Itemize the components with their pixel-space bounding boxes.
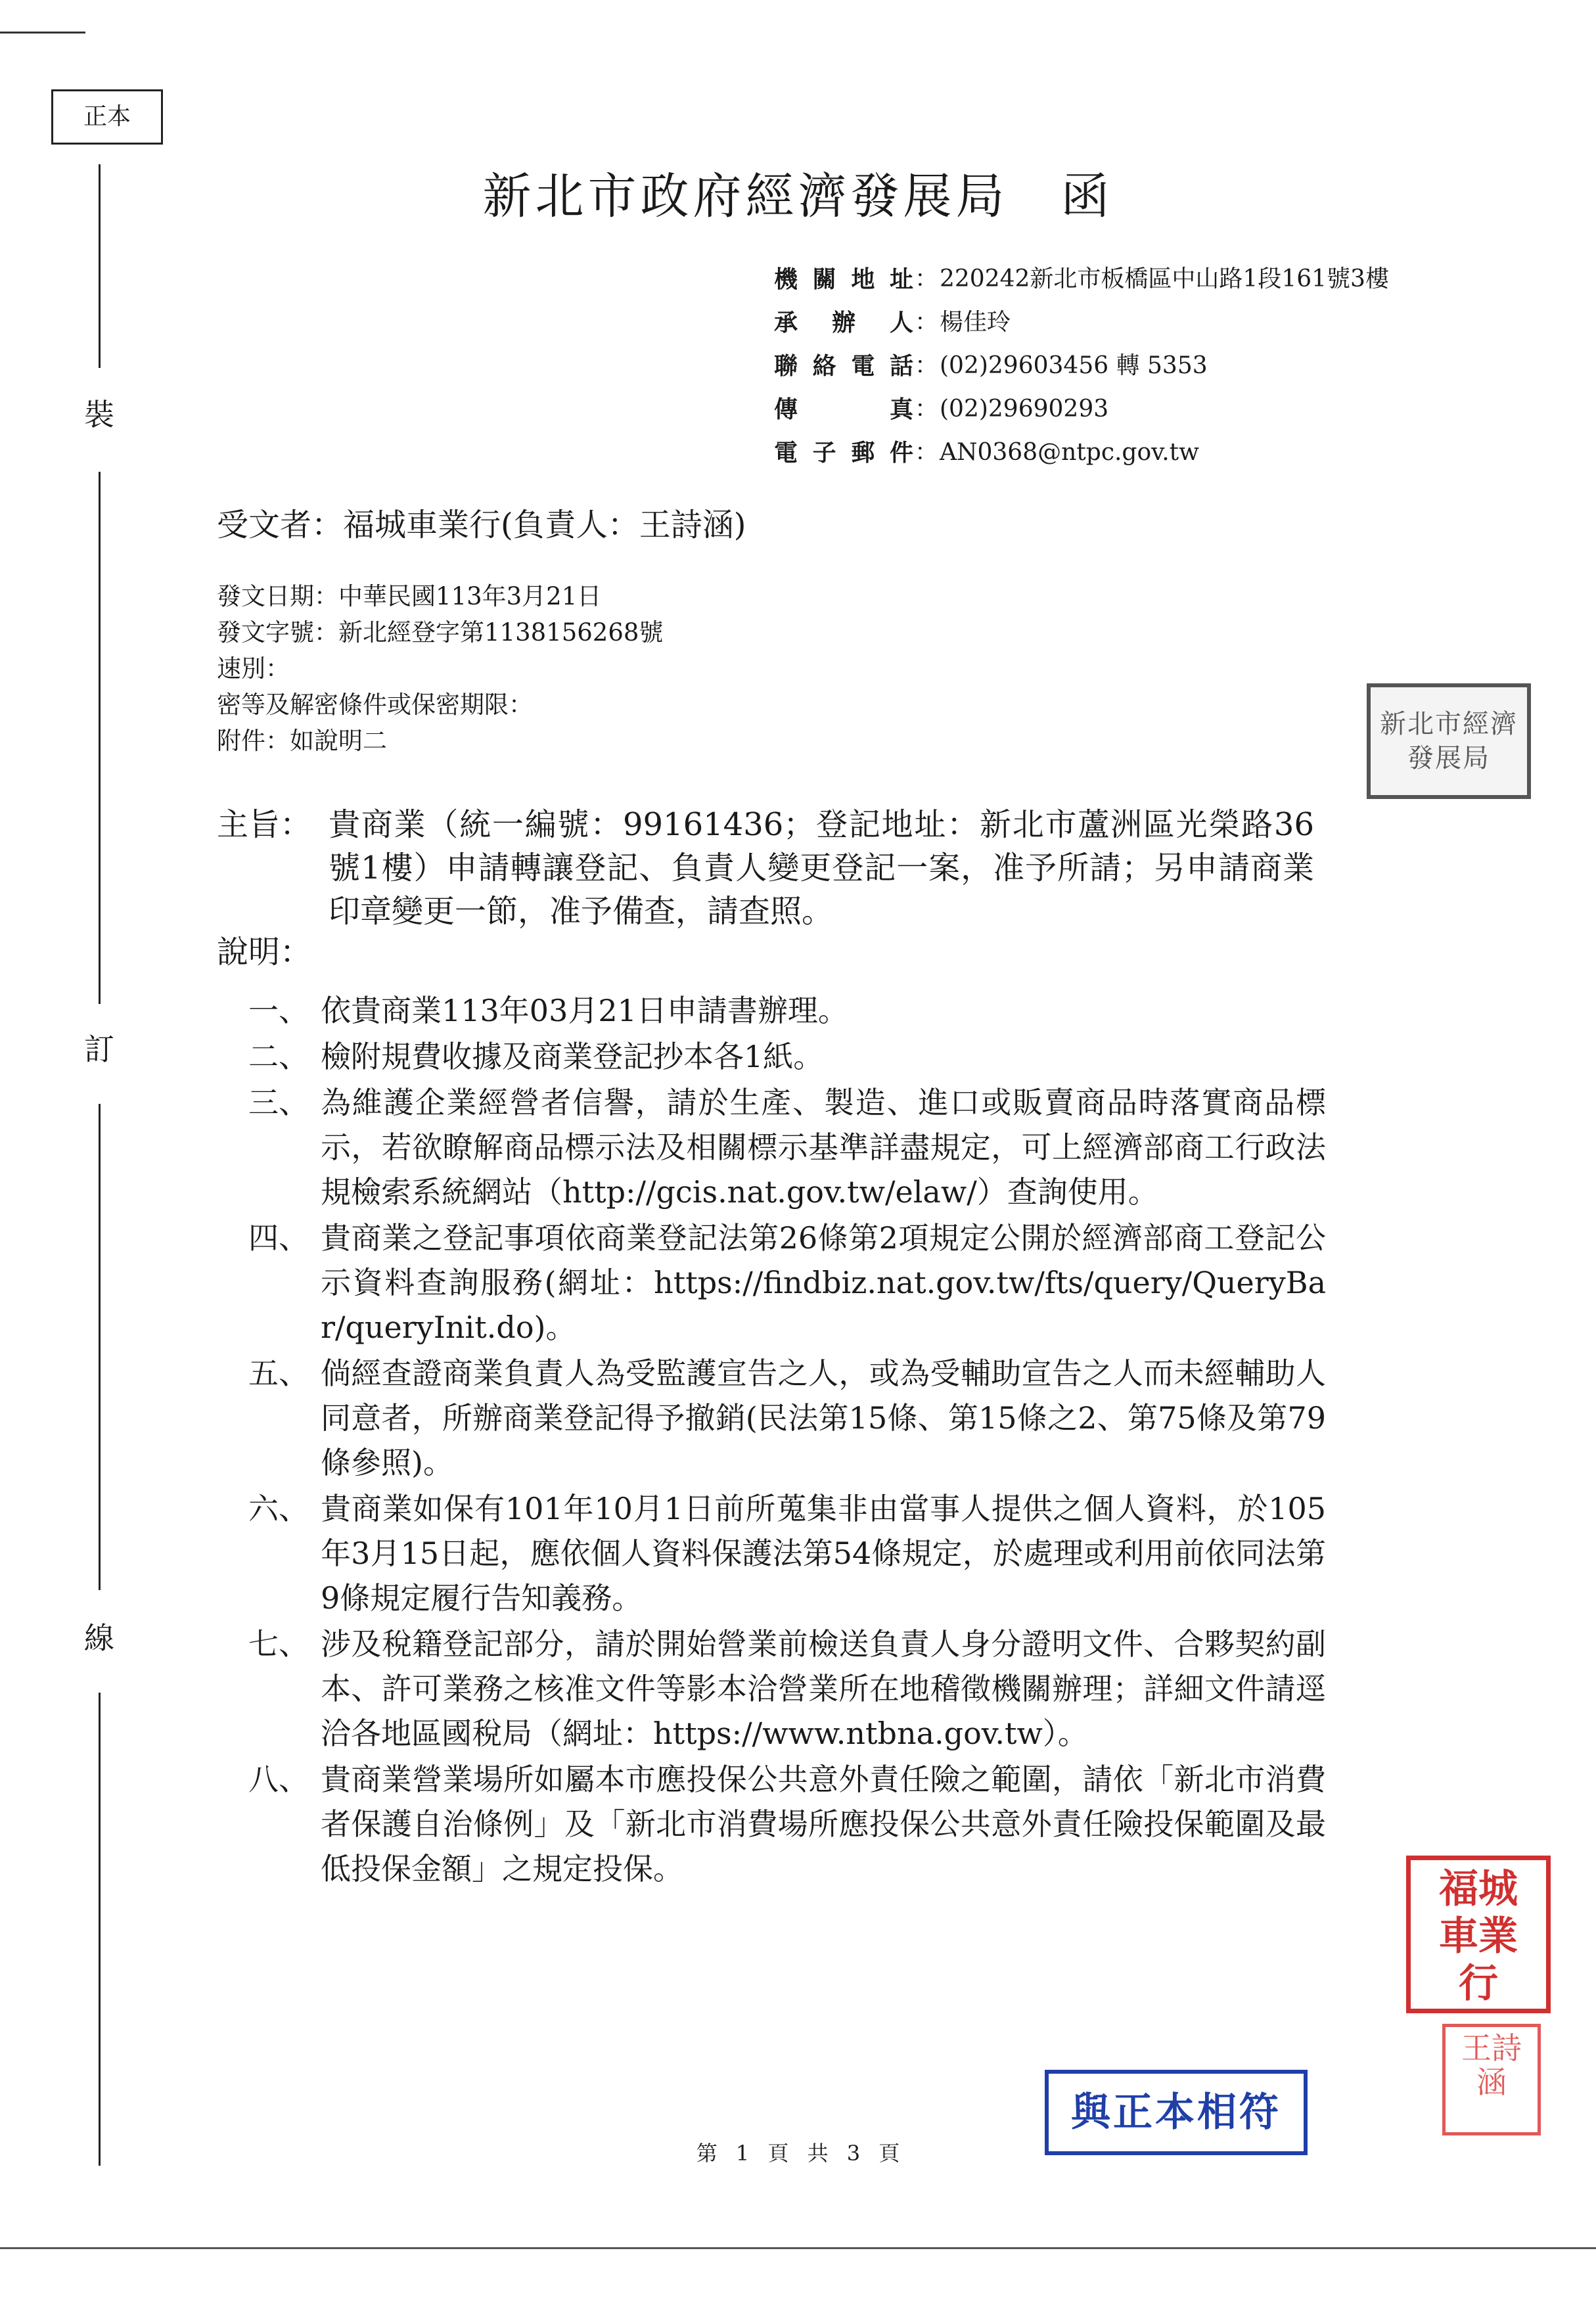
list-item [248, 1486, 1326, 1620]
subject-text: 貴商業（統一編號：99161436；登記地址：新北市蘆洲區光榮路36號1樓）申請轉讓登記、負責人變更登記一案，准予所請；另申請商業印章變更一節，准予備查，請查照。 [329, 806, 1314, 930]
info-label: 電子郵件 [774, 439, 913, 467]
binding-line-segment [99, 472, 101, 1004]
info-label: 聯絡電話 [774, 352, 913, 380]
issue-number: 發文字號：新北經登字第1138156268號 [217, 618, 664, 647]
stray-mark [0, 32, 85, 34]
issuance-info [217, 578, 663, 759]
item-text: 貴商業如保有101年10月1日前所蒐集非由當事人提供之個人資料，於105年3月15日起，應依個人資料保護法第54條規定，於處理或利用前依同法第9條規定履行告知義務。 [321, 1491, 1326, 1616]
page-number: 第 1 頁 共 3 頁 [696, 2141, 900, 2166]
person-seal-text: 王詩涵 [1461, 2030, 1522, 2100]
issue-date: 發文日期：中華民國113年3月21日 [217, 582, 602, 610]
info-label: 承 辦 人 [774, 309, 913, 336]
shop-seal-text: 福城車業行 [1439, 1866, 1518, 2007]
agency-address-row: 機關地址 ： 220242新北市板橋區中山路1段161號3樓 [774, 258, 1389, 301]
item-text: 貴商業營業場所如屬本市應投保公共意外責任險之範圍，請依「新北市消費者保護自治條例」及「新北市消費場所應投保公共意外責任險投保範圍及最低投保金額」之規定投保。 [321, 1762, 1326, 1886]
info-value: 220242新北市板橋區中山路1段161號3樓 [940, 265, 1389, 292]
item-text: 為維護企業經營者信譽，請於生產、製造、進口或販賣商品時落實商品標示，若欲瞭解商品標示法及相關標示基準詳盡規定，可上經濟部商工行政法規檢索系統網站（http://gcis.nat.gov.tw/elaw/）查詢使用。 [321, 1085, 1326, 1210]
confidentiality: 密等及解密條件或保密期限： [217, 691, 533, 719]
list-item [248, 1216, 1326, 1350]
attachment: 附件：如說明二 [217, 727, 387, 755]
info-value: AN0368@ntpc.gov.tw [940, 439, 1199, 466]
binding-label-zhuang: 裝 [84, 397, 114, 432]
binding-line-segment [99, 1104, 101, 1590]
list-item [248, 1351, 1326, 1485]
phone-row: 聯絡電話 ： (02)29603456 轉 5353 [774, 344, 1389, 388]
agency-seal [1367, 683, 1531, 799]
explanation-label: 說明： [217, 934, 312, 970]
explanation-list [248, 988, 1326, 1892]
info-label: 機關地址 [774, 265, 913, 293]
agency-seal-text: 新北市經濟發展局 [1380, 709, 1518, 773]
agency-info [774, 258, 1389, 474]
info-value: (02)29603456 轉 5353 [940, 352, 1208, 379]
original-copy-box: 正本 [51, 89, 163, 145]
list-item [248, 1080, 1326, 1214]
item-number: 一、 [248, 993, 309, 1028]
list-item [248, 1757, 1326, 1891]
item-number: 二、 [248, 1039, 309, 1074]
binding-line-segment [99, 1693, 101, 2166]
contact-person-row: 承 辦 人 ： 楊佳玲 [774, 301, 1389, 344]
item-text: 檢附規費收據及商業登記抄本各1紙。 [321, 1039, 824, 1074]
recipient-line: 受文者：福城車業行(負責人：王詩涵) [217, 507, 746, 543]
subject-label: 主旨： [217, 806, 312, 843]
item-text: 依貴商業113年03月21日申請書辦理。 [321, 993, 848, 1028]
list-item [248, 988, 1326, 1033]
item-text: 涉及稅籍登記部分，請於開始營業前檢送負責人身分證明文件、合夥契約副本、許可業務之核准文件等影本洽營業所在地稽徵機關辦理；詳細文件請逕洽各地區國稅局（網址：https://www.ntbna.gov.tw）。 [321, 1626, 1326, 1751]
item-text: 貴商業之登記事項依商業登記法第26條第2項規定公開於經濟部商工登記公示資料查詢服務(網址：https://findbiz.nat.gov.tw/fts/query/QueryBar/queryInit.do)。 [321, 1220, 1326, 1345]
list-item [248, 1622, 1326, 1756]
list-item [248, 1034, 1326, 1079]
binding-label-xian: 線 [84, 1620, 114, 1656]
item-number: 六、 [248, 1491, 309, 1526]
fax-row: 傳 真 ： (02)29690293 [774, 388, 1389, 431]
shop-seal [1406, 1856, 1551, 2013]
item-number: 七、 [248, 1626, 309, 1662]
email-row: 電子郵件 ： AN0368@ntpc.gov.tw [774, 431, 1389, 474]
document-title: 新北市政府經濟發展局 函 [482, 168, 1114, 225]
info-label: 傳 真 [774, 396, 913, 423]
certified-copy-stamp: 與正本相符 [1045, 2070, 1308, 2155]
person-seal [1442, 2024, 1541, 2135]
item-number: 四、 [248, 1220, 309, 1256]
binding-label-ding: 訂 [84, 1032, 114, 1067]
info-value: 楊佳玲 [940, 309, 1011, 336]
item-text: 倘經查證商業負責人為受監護宣告之人，或為受輔助宣告之人而未經輔助人同意者，所辦商業登記得予撤銷(民法第15條、第15條之2、第75條及第79條參照)。 [321, 1356, 1326, 1480]
bottom-edge-line [0, 2247, 1596, 2249]
item-number: 八、 [248, 1762, 309, 1797]
urgency: 速別： [217, 654, 290, 683]
item-number: 五、 [248, 1356, 309, 1391]
info-value: (02)29690293 [940, 396, 1109, 422]
item-number: 三、 [248, 1085, 309, 1120]
